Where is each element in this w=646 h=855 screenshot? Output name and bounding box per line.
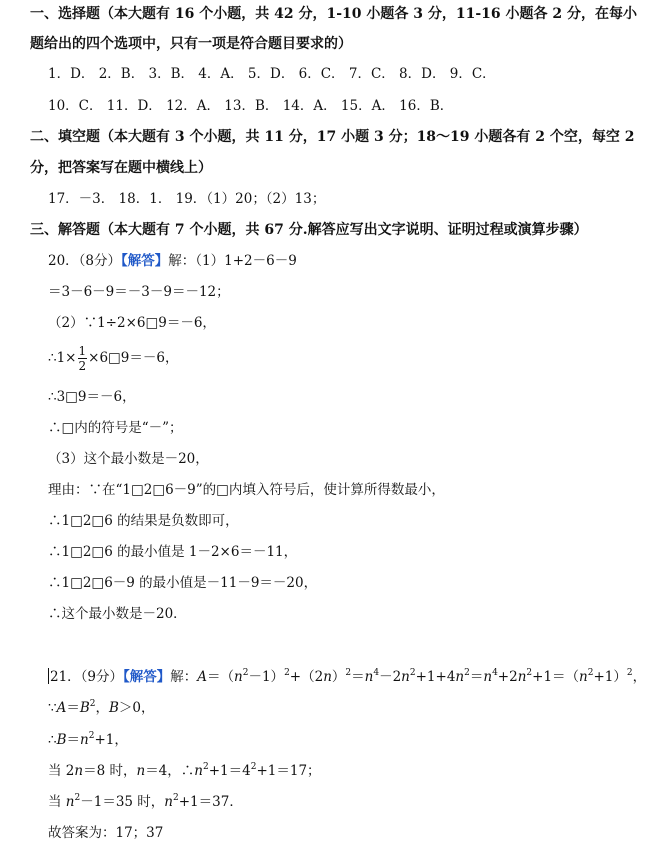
math-text: ∴	[48, 732, 57, 748]
var-A: A	[197, 669, 208, 685]
var-n: n	[323, 669, 332, 685]
q20-line12: ∴这个最小数是－20．	[48, 606, 187, 622]
q20-line3: （2）∵1÷2×6□9＝－6，	[48, 315, 216, 331]
q20-line2: ＝3－6－9＝－3－9＝－12；	[48, 284, 230, 300]
math-text: ，	[632, 669, 646, 685]
var-B: B	[56, 732, 67, 748]
math-text: +1＝37．	[178, 794, 243, 810]
section3-heading: 三、解答题（本大题有 7 个小题，共 67 分.解答应写出文字说明、证明过程或演算步骤）	[30, 222, 588, 238]
math-text: +1，	[94, 732, 128, 748]
q20-line5: ∴3□9＝－6，	[48, 389, 136, 405]
q21-solve-label: 解：	[170, 669, 198, 685]
math-text: +（2	[289, 669, 324, 685]
exponent: 2	[526, 668, 533, 678]
math-text: +1＝4	[208, 763, 251, 779]
math-text: +1+4	[415, 669, 456, 685]
math-text: +1）	[593, 669, 627, 685]
section1-heading-line2: 题给出的四个选项中，只有一项是符合题目要求的）	[30, 36, 352, 52]
var-n: n	[194, 763, 203, 779]
var-n: n	[364, 669, 374, 685]
var-n: n	[579, 669, 588, 685]
q20-line9: ∴1□2□6 的结果是负数即可，	[48, 513, 239, 529]
var-n: n	[517, 669, 527, 685]
q21-answer-tag: 【解答】	[123, 669, 171, 685]
q20-line1-text: 解：（1）1+2－6－9	[168, 253, 297, 269]
section1-answers-row2: 10．C． 11．D． 12．A． 13．B． 14．A． 15．A． 16．B．	[48, 98, 454, 114]
q20-line4	[48, 344, 178, 373]
var-n: n	[74, 763, 84, 779]
var-A: A	[56, 700, 67, 716]
math-text: 当 2	[48, 763, 75, 779]
exponent: 2	[587, 668, 594, 678]
exponent: 4	[373, 668, 380, 678]
q20-line7: （3）这个最小数是－20，	[48, 451, 209, 467]
text-cursor	[48, 668, 49, 684]
var-n: n	[234, 669, 243, 685]
math-text: ＝（	[207, 669, 235, 685]
exponent: 2	[250, 762, 257, 772]
math-text: ＞0，	[118, 700, 155, 716]
exponent: 2	[409, 668, 416, 678]
exponent: 2	[173, 793, 179, 803]
math-text: ＝	[66, 700, 80, 716]
q20-line1	[48, 251, 297, 271]
exponent: 2	[345, 668, 352, 678]
q21-line3	[48, 730, 128, 750]
var-n: n	[80, 732, 89, 748]
var-n: n	[483, 669, 493, 685]
exponent: 2	[464, 668, 470, 678]
math-text: ＝	[66, 732, 81, 748]
math-text: ＝	[351, 669, 365, 685]
var-n: n	[136, 763, 146, 779]
var-B: B	[109, 700, 119, 716]
math-text: ＝	[469, 669, 484, 685]
q20-line8: 理由：∵在“1□2□6－9”的□内填入符号后，使计算所得数最小，	[48, 482, 445, 498]
math-text: ∵	[48, 700, 57, 716]
q20-line6: ∴□内的符号是“－”；	[48, 420, 183, 436]
exponent: 4	[492, 668, 498, 678]
var-n: n	[401, 669, 410, 685]
exponent: 2	[242, 668, 249, 678]
fraction-denominator: 2	[78, 359, 87, 373]
math-text: +2	[497, 669, 518, 685]
q21-line4	[48, 761, 321, 781]
q20-line10: ∴1□2□6 的最小值是 1－2×6＝－11，	[48, 544, 298, 560]
exponent: 2	[88, 731, 95, 741]
math-text: 当	[48, 794, 66, 810]
section1-answers-row1: 1．D． 2．B． 3．B． 4．A． 5．D． 6．C． 7．C． 8．D． 9．C．	[48, 66, 496, 82]
section2-heading-line1: 二、填空题（本大题有 3 个小题，共 11 分，17 小题 3 分；18～19 小题各有 2 个空，每空 2	[30, 129, 635, 145]
math-text: ＝8 时，	[83, 763, 137, 779]
q20-line4-pre: ∴1×	[48, 350, 77, 366]
q20-answer-tag: 【解答】	[121, 253, 169, 269]
exponent: 2	[202, 762, 209, 772]
math-text: ，	[95, 700, 109, 716]
math-text: +1＝（	[532, 669, 580, 685]
math-text: ）	[331, 669, 346, 685]
exponent: 2	[89, 699, 96, 709]
math-text: －2	[379, 669, 402, 685]
var-B: B	[79, 700, 90, 716]
var-n: n	[164, 794, 173, 810]
q21-line5	[48, 792, 243, 812]
section2-answers: 17．－3． 18．1． 19．（1）20；（2）13；	[48, 191, 326, 207]
math-text: －1）	[248, 669, 285, 685]
section1-heading-line1: 一、选择题（本大题有 16 个小题，共 42 分，1-10 小题各 3 分，11-16 小题各 2 分，在每小	[30, 6, 637, 22]
var-n: n	[455, 669, 465, 685]
q20-prefix: 20．（8分）	[48, 253, 122, 269]
q20-line4-post: ×6□9＝－6，	[88, 350, 179, 366]
q20-line11: ∴1□2□6－9 的最小值是－11－9＝－20，	[48, 575, 318, 591]
math-text: ＝4，∴	[145, 763, 195, 779]
var-n: n	[65, 794, 75, 810]
section2-heading-line2: 分，把答案写在题中横线上）	[30, 160, 212, 176]
q21-line1	[48, 667, 646, 687]
exponent: 2	[74, 793, 81, 803]
q21-prefix: 21．（9分）	[50, 669, 124, 685]
q21-line2	[48, 698, 155, 718]
fraction-numerator: 1	[78, 344, 87, 358]
exponent: 2	[284, 668, 290, 678]
exponent: 2	[626, 668, 633, 678]
math-text: －1＝35 时，	[80, 794, 165, 810]
math-text: +1＝17；	[256, 763, 321, 779]
fraction-one-half	[78, 344, 88, 373]
q21-line6: 故答案为：17；37	[48, 825, 164, 841]
